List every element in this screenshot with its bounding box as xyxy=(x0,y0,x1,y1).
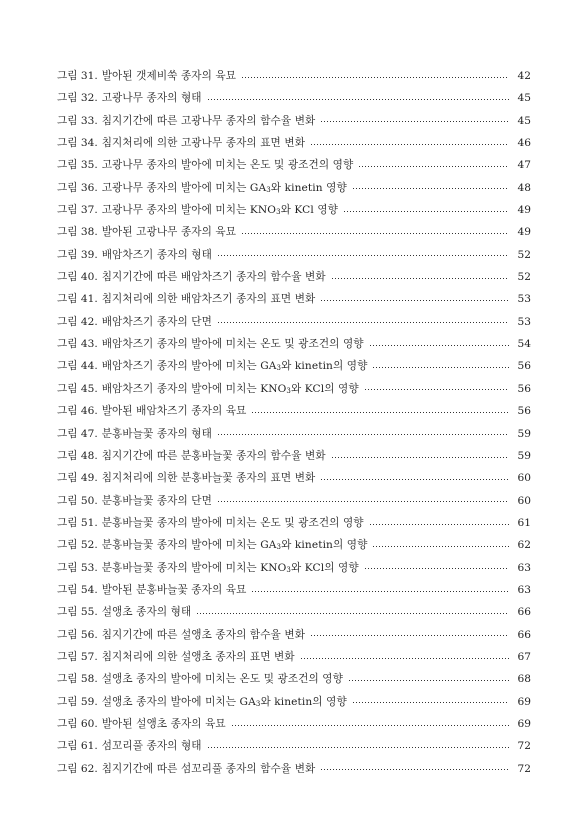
dot-leader xyxy=(343,211,509,212)
figure-number: 그림 32. xyxy=(57,92,98,105)
figure-number: 그림 55. xyxy=(57,606,98,619)
page-number: 63 xyxy=(517,583,531,596)
figure-number: 그림 35. xyxy=(57,159,98,172)
figure-number: 그림 37. xyxy=(57,204,98,217)
figure-title: 설앵초 종자의 발아에 미치는 $GA_3$와 kinetin의 영향 xyxy=(101,695,347,708)
toc-entry[interactable] xyxy=(57,467,531,489)
dot-leader xyxy=(320,769,509,770)
dot-leader xyxy=(320,479,509,480)
figure-title: 설앵초 종자의 발아에 미치는 온도 및 광조건의 영향 xyxy=(101,673,343,686)
toc-entry[interactable] xyxy=(57,244,531,266)
figure-number: 그림 43. xyxy=(57,338,98,351)
dot-leader xyxy=(372,367,509,368)
figure-title: 고광나무 종자의 발아에 미치는 $KNO_3$와 KCl 영향 xyxy=(101,204,338,217)
figure-number: 그림 54. xyxy=(57,583,98,596)
figure-title: 침지처리에 의한 고광나무 종자의 표면 변화 xyxy=(101,137,306,150)
page-number: 69 xyxy=(517,717,531,730)
dot-leader xyxy=(251,591,509,592)
dot-leader xyxy=(207,99,509,100)
figure-number: 그림 49. xyxy=(57,472,98,485)
figure-number: 그림 34. xyxy=(57,137,98,150)
page-number: 72 xyxy=(517,740,531,753)
page-number: 59 xyxy=(517,427,531,440)
page-number: 45 xyxy=(517,114,531,127)
toc-entry[interactable] xyxy=(57,579,531,601)
figure-title: 침지처리에 의한 분홍바늘꽃 종자의 표면 변화 xyxy=(101,472,316,485)
page-number: 54 xyxy=(517,338,531,351)
dot-leader xyxy=(217,255,509,256)
toc-entry[interactable] xyxy=(57,132,531,154)
page-number: 56 xyxy=(517,382,531,395)
figure-title: 고광나무 종자의 형태 xyxy=(101,92,202,105)
figure-number: 그림 52. xyxy=(57,539,98,552)
dot-leader xyxy=(251,412,509,413)
page-number: 53 xyxy=(517,315,531,328)
figure-title: 침지처리에 의한 설앵초 종자의 표면 변화 xyxy=(101,650,295,663)
figure-title: 분홍바늘꽃 종자의 형태 xyxy=(101,427,212,440)
dot-leader xyxy=(372,546,509,547)
toc-entry[interactable] xyxy=(57,65,531,87)
page-number: 62 xyxy=(517,539,531,552)
figure-number: 그림 48. xyxy=(57,449,98,462)
figure-number: 그림 58. xyxy=(57,673,98,686)
page-number: 72 xyxy=(517,762,531,775)
page-number: 52 xyxy=(517,248,531,261)
figure-title: 설앵초 종자의 형태 xyxy=(101,606,192,619)
toc-entry[interactable] xyxy=(57,110,531,132)
figure-number: 그림 46. xyxy=(57,405,98,418)
figure-title: 섬꼬리풀 종자의 형태 xyxy=(101,740,202,753)
figure-title: 침지기간에 따른 섬꼬리풀 종자의 함수율 변화 xyxy=(101,762,316,775)
page-number: 60 xyxy=(517,494,531,507)
figure-number: 그림 40. xyxy=(57,271,98,284)
page-number: 53 xyxy=(517,293,531,306)
figure-number: 그림 42. xyxy=(57,315,98,328)
page-number: 42 xyxy=(517,70,531,82)
figure-number: 그림 53. xyxy=(57,561,98,574)
page-number: 61 xyxy=(517,516,531,529)
dot-leader xyxy=(352,702,509,703)
toc-entry[interactable] xyxy=(57,154,531,176)
dot-leader xyxy=(348,680,509,681)
dot-leader xyxy=(217,434,509,435)
figure-title: 발아된 분홍바늘꽃 종자의 육묘 xyxy=(101,583,247,596)
page-number: 45 xyxy=(517,92,531,105)
page-number: 56 xyxy=(517,360,531,373)
page-number: 52 xyxy=(517,271,531,284)
toc-entry[interactable] xyxy=(57,355,531,377)
page-number: 60 xyxy=(517,472,531,485)
dot-leader xyxy=(241,77,509,78)
figure-title: 침지기간에 따른 설앵초 종자의 함수율 변화 xyxy=(101,628,306,641)
figure-title: 침지기간에 따른 고광나무 종자의 함수율 변화 xyxy=(101,114,316,127)
figure-number: 그림 33. xyxy=(57,114,98,127)
page-number: 67 xyxy=(517,650,531,663)
dot-leader xyxy=(369,345,509,346)
toc-entry[interactable] xyxy=(57,691,531,713)
figure-number: 그림 45. xyxy=(57,382,98,395)
figure-title: 발아된 갯제비쑥 종자의 육묘 xyxy=(101,70,237,82)
toc-entry[interactable] xyxy=(57,646,531,668)
dot-leader xyxy=(320,121,509,122)
figure-title: 발아된 배암차즈기 종자의 육묘 xyxy=(101,405,247,418)
list-of-figures xyxy=(57,65,531,780)
figure-title: 배암차즈기 종자의 발아에 미치는 $GA_3$와 kinetin의 영향 xyxy=(101,360,368,373)
figure-title: 발아된 고광나무 종자의 육묘 xyxy=(101,226,237,239)
dot-leader xyxy=(300,658,509,659)
dot-leader xyxy=(310,635,509,636)
toc-entry[interactable] xyxy=(57,266,531,288)
toc-entry[interactable] xyxy=(57,601,531,623)
toc-entry[interactable] xyxy=(57,668,531,690)
page-number: 49 xyxy=(517,204,531,217)
figure-number: 그림 31. xyxy=(57,70,98,82)
dot-leader xyxy=(331,278,509,279)
figure-title: 배암차즈기 종자의 단면 xyxy=(101,315,212,328)
toc-entry[interactable] xyxy=(57,311,531,333)
figure-number: 그림 51. xyxy=(57,516,98,529)
figure-title: 분홍바늘꽃 종자의 발아에 미치는 $KNO_3$와 KCl의 영향 xyxy=(101,561,359,574)
figure-number: 그림 61. xyxy=(57,740,98,753)
figure-number: 그림 62. xyxy=(57,762,98,775)
figure-number: 그림 56. xyxy=(57,628,98,641)
dot-leader xyxy=(241,233,509,234)
figure-title: 배암차즈기 종자의 발아에 미치는 $KNO_3$와 KCl의 영향 xyxy=(101,382,359,395)
dot-leader xyxy=(196,613,509,614)
figure-title: 배암차즈기 종자의 형태 xyxy=(101,248,212,261)
figure-title: 발아된 설앵초 종자의 육묘 xyxy=(101,717,226,730)
figure-title: 분홍바늘꽃 종자의 발아에 미치는 온도 및 광조건의 영향 xyxy=(101,516,364,529)
figure-title: 침지기간에 따른 분홍바늘꽃 종자의 함수율 변화 xyxy=(101,449,326,462)
dot-leader xyxy=(217,322,509,323)
figure-number: 그림 41. xyxy=(57,293,98,306)
dot-leader xyxy=(320,300,509,301)
figure-number: 그림 38. xyxy=(57,226,98,239)
toc-entry[interactable] xyxy=(57,199,531,221)
dot-leader xyxy=(352,188,509,189)
toc-entry[interactable] xyxy=(57,333,531,355)
figure-number: 그림 44. xyxy=(57,360,98,373)
figure-number: 그림 57. xyxy=(57,650,98,663)
figure-title: 분홍바늘꽃 종자의 발아에 미치는 $GA_3$와 kinetin의 영향 xyxy=(101,539,368,552)
toc-entry[interactable] xyxy=(57,490,531,512)
toc-entry[interactable] xyxy=(57,177,531,199)
figure-title: 고광나무 종자의 발아에 미치는 $GA_3$와 kinetin 영향 xyxy=(101,181,347,194)
figure-number: 그림 47. xyxy=(57,427,98,440)
toc-entry[interactable] xyxy=(57,423,531,445)
page-number: 66 xyxy=(517,628,531,641)
toc-entry[interactable] xyxy=(57,400,531,422)
page-number: 56 xyxy=(517,405,531,418)
page-number: 49 xyxy=(517,226,531,239)
dot-leader xyxy=(331,457,509,458)
figure-number: 그림 36. xyxy=(57,181,98,194)
toc-entry[interactable] xyxy=(57,758,531,780)
toc-entry[interactable] xyxy=(57,512,531,534)
page-number: 46 xyxy=(517,137,531,150)
page-number: 59 xyxy=(517,449,531,462)
dot-leader xyxy=(310,144,509,145)
figure-title: 분홍바늘꽃 종자의 단면 xyxy=(101,494,212,507)
page-number: 47 xyxy=(517,159,531,172)
toc-entry[interactable] xyxy=(57,445,531,467)
dot-leader xyxy=(207,747,509,748)
toc-entry[interactable] xyxy=(57,735,531,757)
page-number: 48 xyxy=(517,181,531,194)
page-number: 66 xyxy=(517,606,531,619)
dot-leader xyxy=(358,166,509,167)
figure-title: 배암차즈기 종자의 발아에 미치는 온도 및 광조건의 영향 xyxy=(101,338,364,351)
figure-title: 침지기간에 따른 배암차즈기 종자의 함수율 변화 xyxy=(101,271,326,284)
figure-title: 고광나무 종자의 발아에 미치는 온도 및 광조건의 영향 xyxy=(101,159,354,172)
dot-leader xyxy=(231,725,509,726)
toc-entry[interactable] xyxy=(57,288,531,310)
dot-leader xyxy=(217,501,509,502)
toc-entry[interactable] xyxy=(57,221,531,243)
dot-leader xyxy=(369,524,509,525)
figure-number: 그림 39. xyxy=(57,248,98,261)
page-number: 63 xyxy=(517,561,531,574)
figure-number: 그림 50. xyxy=(57,494,98,507)
figure-number: 그림 59. xyxy=(57,695,98,708)
toc-entry[interactable] xyxy=(57,713,531,735)
page-number: 68 xyxy=(517,673,531,686)
page-number: 69 xyxy=(517,695,531,708)
toc-entry[interactable] xyxy=(57,87,531,109)
figure-number: 그림 60. xyxy=(57,717,98,730)
figure-title: 침지처리에 의한 배암차즈기 종자의 표면 변화 xyxy=(101,293,316,306)
dot-leader xyxy=(364,389,509,390)
toc-entry[interactable] xyxy=(57,378,531,400)
dot-leader xyxy=(364,568,509,569)
toc-entry[interactable] xyxy=(57,557,531,579)
toc-entry[interactable] xyxy=(57,624,531,646)
toc-entry[interactable] xyxy=(57,534,531,556)
